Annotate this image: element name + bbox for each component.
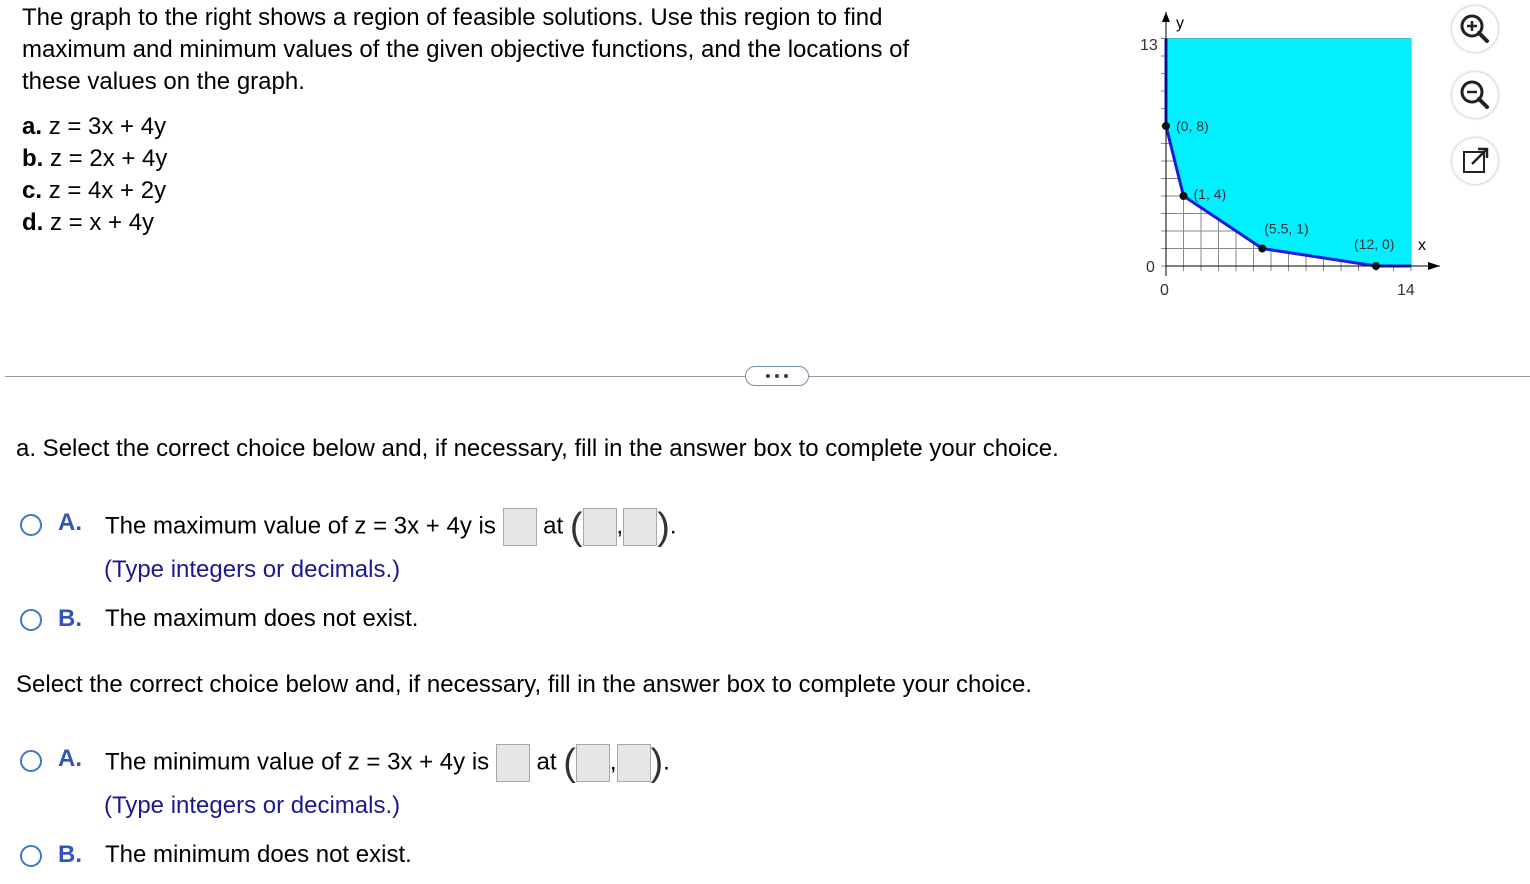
max-choice-b-letter: B. <box>58 605 82 632</box>
x-axis-label: x <box>1418 237 1426 254</box>
max-choice-a-text: The maximum value of z = 3x + 4y is <box>105 512 496 540</box>
popout-button[interactable] <box>1452 138 1498 184</box>
y-max-tick: 13 <box>1140 37 1158 54</box>
popout-icon <box>1452 138 1498 184</box>
question-instruction: a. Select the correct choice below and, if necessary, fill in the answer box to complete your choice. <box>16 435 1059 462</box>
more-options-button[interactable] <box>745 366 809 386</box>
max-choice-b-text: The maximum does not exist. <box>105 605 419 632</box>
max-period: . <box>669 512 677 540</box>
max-choice-a-row <box>105 508 677 546</box>
x-zero-tick: 0 <box>1160 282 1169 299</box>
min-choice-a-hint: (Type integers or decimals.) <box>104 792 401 819</box>
close-paren: ) <box>650 742 664 784</box>
min-y-input[interactable] <box>617 744 651 782</box>
zoom-out-icon <box>1452 72 1498 118</box>
function-c: c. z = 4x + 2y <box>22 177 167 204</box>
close-paren: ) <box>657 506 670 548</box>
feasible-region-graph <box>1110 8 1450 303</box>
min-choice-a-row <box>105 744 670 782</box>
max-comma: , <box>616 512 624 540</box>
max-choice-b-radio[interactable] <box>20 609 42 631</box>
vertex-label: (1, 4) <box>1193 186 1227 202</box>
function-d: d. z = x + 4y <box>22 209 155 236</box>
min-value-input[interactable] <box>496 744 530 782</box>
max-choice-a-radio[interactable] <box>20 514 42 536</box>
vertex-label: (12, 0) <box>1354 236 1395 252</box>
y-zero-tick: 0 <box>1146 259 1155 276</box>
function-a: a. z = 3x + 4y <box>22 113 167 140</box>
objective-functions <box>22 111 167 239</box>
question-instruction-2: Select the correct choice below and, if necessary, fill in the answer box to complete your choice. <box>16 671 1033 698</box>
prompt-line-1: The graph to the right shows a region of feasible solutions. Use this region to find <box>22 4 883 31</box>
max-at-label: at <box>543 512 564 540</box>
open-paren: ( <box>563 742 576 784</box>
min-choice-a-letter: A. <box>58 745 82 772</box>
y-axis-arrow <box>1162 12 1170 22</box>
x-axis-arrow <box>1428 262 1440 270</box>
max-value-input[interactable] <box>503 508 537 546</box>
min-choice-a-text: The minimum value of z = 3x + 4y is <box>105 748 490 776</box>
vertex-point <box>1180 192 1188 200</box>
min-choice-b-radio[interactable] <box>20 845 42 867</box>
min-choice-a-radio[interactable] <box>20 750 42 772</box>
min-period: . <box>663 748 670 776</box>
open-paren: ( <box>569 506 583 548</box>
min-at-label: at <box>536 748 557 776</box>
y-axis-label: y <box>1176 15 1184 32</box>
function-b: b. z = 2x + 4y <box>22 145 168 172</box>
min-comma: , <box>609 748 617 776</box>
zoom-in-button[interactable] <box>1452 6 1498 52</box>
vertex-label: (0, 8) <box>1176 118 1209 134</box>
vertex-label: (5.5, 1) <box>1264 220 1309 237</box>
max-x-input[interactable] <box>583 508 617 546</box>
max-y-input[interactable] <box>623 508 657 546</box>
vertex-point <box>1372 262 1380 270</box>
prompt-line-3: these values on the graph. <box>22 68 305 95</box>
x-max-tick: 14 <box>1397 282 1415 299</box>
problem-prompt <box>22 2 1022 98</box>
min-choice-b-text: The minimum does not exist. <box>105 841 412 868</box>
dot-icon <box>775 374 779 378</box>
min-x-input[interactable] <box>576 744 610 782</box>
min-choice-b-letter: B. <box>58 841 82 868</box>
zoom-in-icon <box>1452 6 1498 52</box>
dot-icon <box>766 374 770 378</box>
zoom-out-button[interactable] <box>1452 72 1498 118</box>
max-choice-a-hint: (Type integers or decimals.) <box>104 556 401 583</box>
prompt-line-2: maximum and minimum values of the given objective functions, and the locations of <box>22 36 910 63</box>
max-choice-a-letter: A. <box>58 509 82 536</box>
vertex-point <box>1162 122 1170 130</box>
dot-icon <box>784 374 788 378</box>
vertex-point <box>1258 245 1266 253</box>
